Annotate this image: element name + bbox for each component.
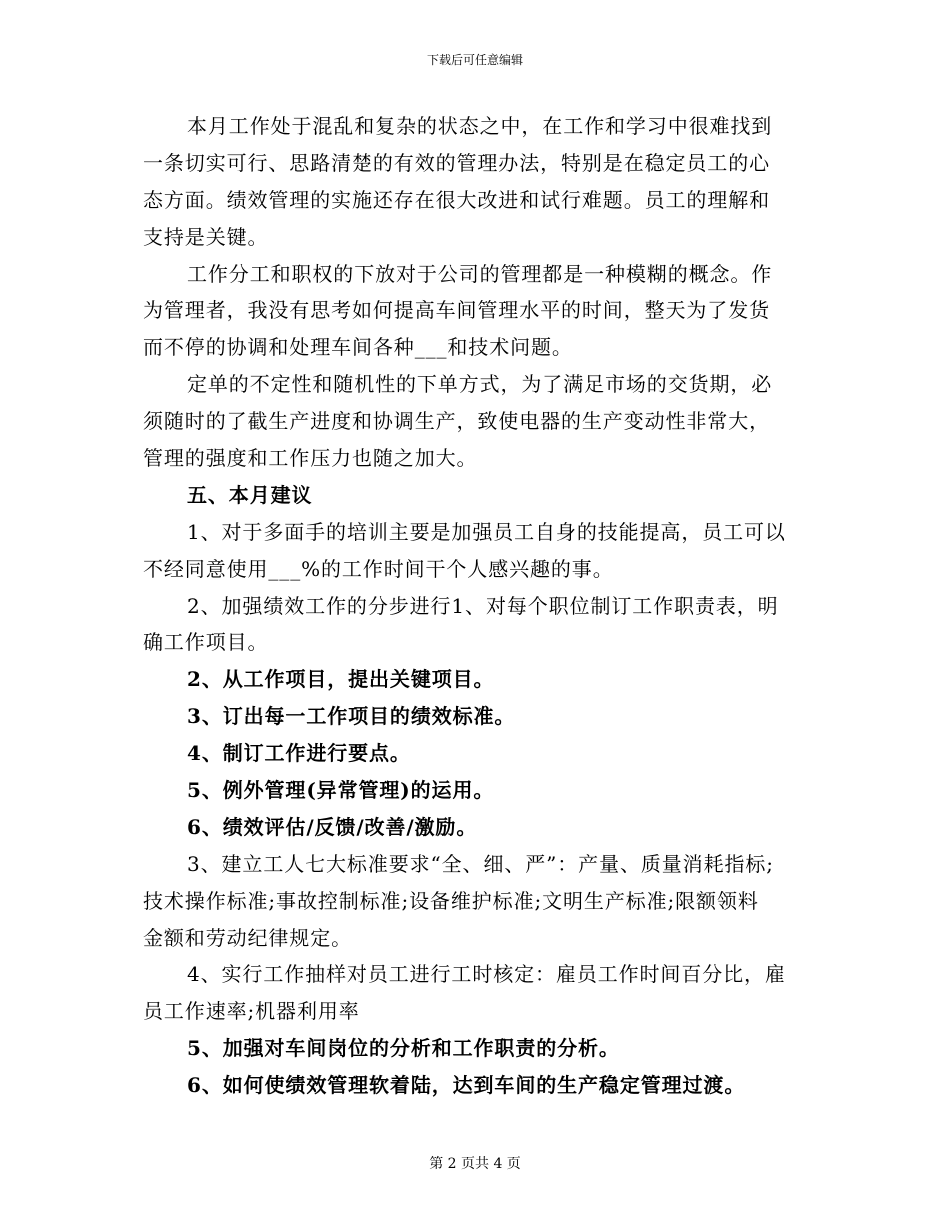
text-line: 态方面。绩效管理的实施还存在很大改进和试行难题。员工的理解和 [143,187,770,212]
list-item: 5、加强对车间岗位的分析和工作职责的分析。 [187,1036,620,1061]
text-line: 技术操作标准;事故控制标准;设备维护标准;文明生产标准;限额领料 [143,888,759,913]
list-item: 5、例外管理(异常管理)的运用。 [187,778,495,803]
text-line: 一条切实可行、思路清楚的有效的管理办法，特别是在稳定员工的心 [143,150,770,175]
text-line: 为管理者，我没有思考如何提高车间管理水平的时间，整天为了发货 [143,298,770,323]
text-line: 工作分工和职权的下放对于公司的管理都是一种模糊的概念。作 [187,261,773,286]
text-line: 确工作项目。 [143,630,269,655]
section-heading: 五、本月建议 [187,482,313,507]
text-line: 定单的不定性和随机性的下单方式，为了满足市场的交货期，必 [187,372,773,397]
list-item: 6、绩效评估/反馈/改善/激励。 [187,814,478,839]
list-item: 3、订出每一工作项目的绩效标准。 [187,704,516,729]
text-line: 3、建立工人七大标准要求“全、细、严”：产量、质量消耗指标; [187,851,774,876]
list-item: 4、制订工作进行要点。 [187,741,411,766]
text-line: 4、实行工作抽样对员工进行工时核定：雇员工作时间百分比，雇 [187,962,786,987]
text-line: 员工作速率;机器利用率 [143,999,360,1024]
text-line: 而不停的协调和处理车间各种___和技术问题。 [143,335,573,360]
text-line: 2、加强绩效工作的分步进行1、对每个职位制订工作职责表，明 [187,593,779,618]
text-line: 本月工作处于混乱和复杂的状态之中，在工作和学习中很难找到 [187,114,773,138]
page-header: 下载后可任意编辑 [426,53,523,67]
text-line: 金额和劳动纪律规定。 [143,925,352,950]
text-line: 1、对于多面手的培训主要是加强员工自身的技能提高，员工可以 [187,519,786,544]
text-line: 支持是关键。 [143,224,269,249]
text-line: 不经同意使用___%的工作时间干个人感兴趣的事。 [143,556,614,581]
text-line: 管理的强度和工作压力也随之加大。 [143,446,478,471]
list-item: 6、如何使绩效管理软着陆，达到车间的生产稳定管理过渡。 [187,1073,746,1098]
text-line: 须随时的了截生产进度和协调生产，致使电器的生产变动性非常大， [143,409,770,434]
list-item: 2、从工作项目，提出关键项目。 [187,667,495,692]
document-body [143,108,827,1104]
page-footer: 第 2 页共 4 页 [429,1156,521,1172]
